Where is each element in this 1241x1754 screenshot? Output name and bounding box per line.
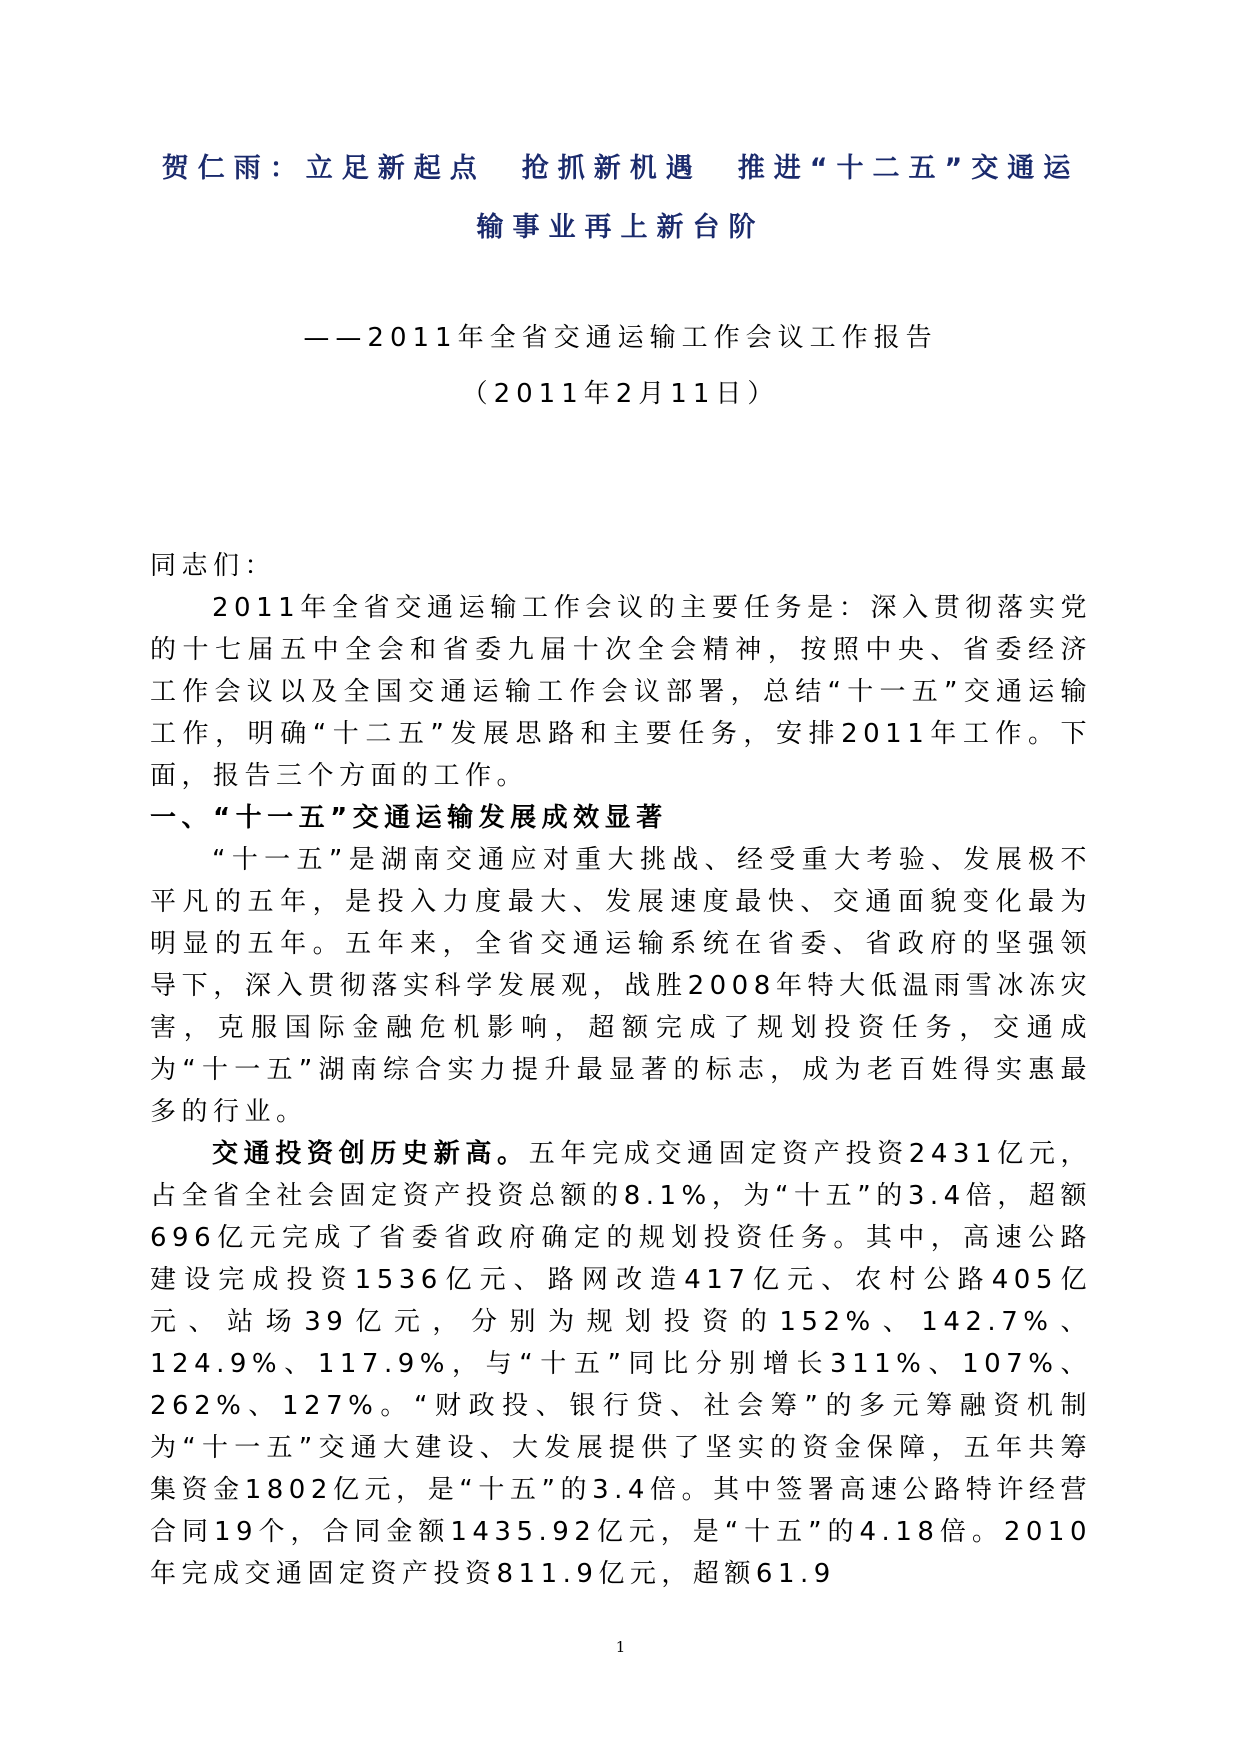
paragraph-intro: 2011年全省交通运输工作会议的主要任务是：深入贯彻落实党的十七届五中全会和省委九届十次全会精神，按照中央、省委经济工作会议以及全国交通运输工作会议部署，总结“十一五”交通运输工作，明确“十二五”发展思路和主要任务，安排2011年工作。下面，报告三个方面的工作。 [150, 593, 1092, 791]
document-date: （2011年2月11日） [461, 379, 780, 409]
document-subtitle: ——2011年全省交通运输工作会议工作报告 [303, 323, 938, 353]
document-title-line-2: 输事业再上新台阶 [476, 212, 765, 243]
document-title-line-1: 贺仁雨：立足新起点 抢抓新机遇 推进“十二五”交通运 [161, 153, 1080, 184]
document-body [150, 545, 1092, 1595]
page-number: 1 [615, 1638, 626, 1656]
paragraph-overview: “十一五”是湖南交通应对重大挑战、经受重大考验、发展极不平凡的五年，是投入力度最大、发展速度最快、交通面貌变化最为明显的五年。五年来，全省交通运输系统在省委、省政府的坚强领导下，深入贯彻落实科学发展观，战胜2008年特大低温雨雪冰冻灾害，克服国际金融危机影响，超额完成了规划投资任务，交通成为“十一五”湖南综合实力提升最显著的标志，成为老百姓得实惠最多的行业。 [150, 845, 1092, 1127]
paragraph-investment-text: 五年完成交通固定资产投资2431亿元，占全省全社会固定资产投资总额的8.1%，为“十五”的3.4倍，超额696亿元完成了省委省政府确定的规划投资任务。其中，高速公路建设完成投资1536亿元、路网改造417亿元、农村公路405亿元、站场39亿元，分别为规划投资的152%、142.7%、124.9%、117.9%，与“十五”同比分别增长311%、107%、262%、127%。“财政投、银行贷、社会筹”的多元筹融资机制为“十一五”交通大建设、大发展提供了坚实的资金保障，五年共筹集资金1802亿元，是“十五”的3.4倍。其中签署高速公路特许经营合同19个，合同金额1435.92亿元，是“十五”的4.18倍。2010年完成交通固定资产投资811.9亿元，超额61.9 [150, 1139, 1092, 1589]
paragraph-investment [150, 1133, 1092, 1595]
section-heading-1: 一、“十一五”交通运输发展成效显著 [150, 803, 668, 833]
paragraph-lead-heading: 交通投资创历史新高。 [212, 1139, 529, 1169]
salutation: 同志们： [150, 551, 277, 581]
